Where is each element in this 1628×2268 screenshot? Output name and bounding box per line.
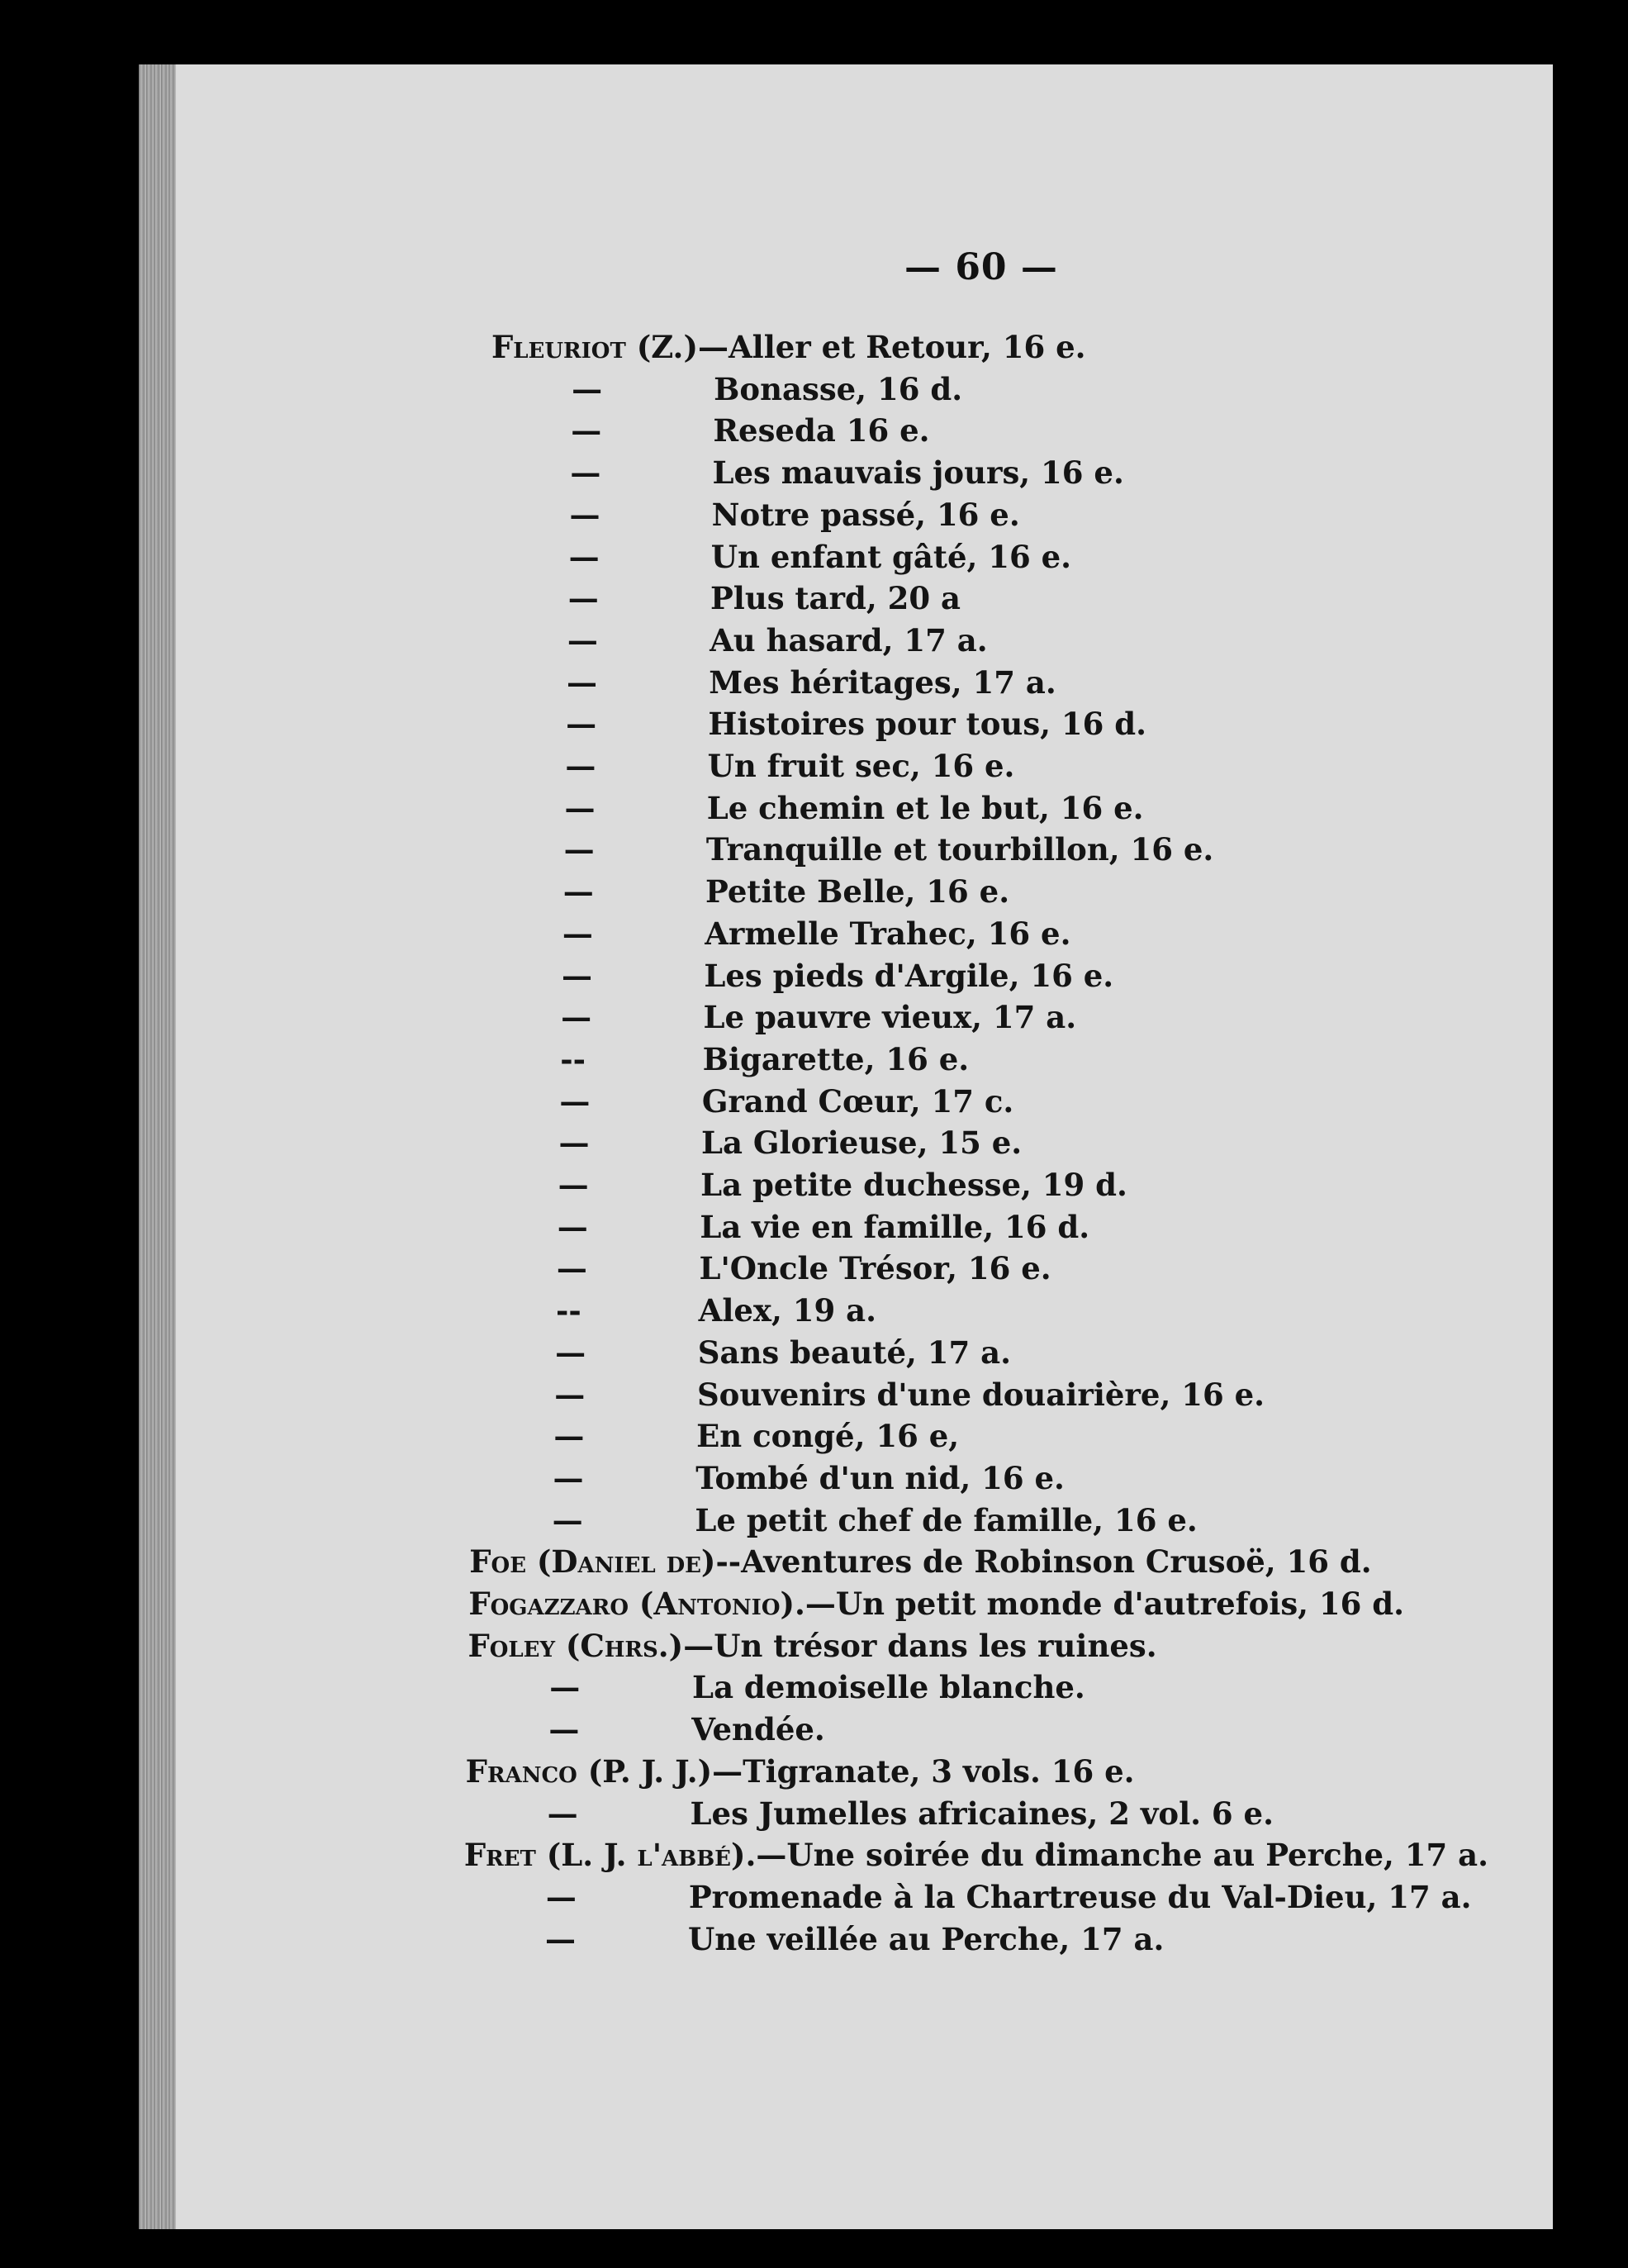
- ditto-dash: --: [560, 1040, 586, 1077]
- ditto-dash: —: [564, 789, 596, 826]
- book-title: Le chemin et le but, 16 e.: [706, 789, 1144, 826]
- ditto-dash: —: [568, 538, 600, 575]
- ditto-dash: —: [562, 873, 594, 911]
- book-title: Bonasse, 16 d.: [714, 370, 963, 407]
- book-title: Une veillée au Perche, 17 a.: [688, 1920, 1165, 1957]
- book-title: Souvenirs d'une douairière, 16 e.: [696, 1376, 1265, 1413]
- ditto-dash: —: [549, 1669, 581, 1706]
- ditto-dash: —: [558, 1124, 590, 1162]
- author-first-title: --Aventures de Robinson Crusoë, 16 d.: [715, 1543, 1372, 1581]
- ditto-dash: —: [555, 1334, 586, 1371]
- page-number: — 60 —: [904, 246, 1058, 288]
- book-title: Le petit chef de famille, 16 e.: [695, 1501, 1198, 1538]
- author-entry: [468, 1586, 1404, 1622]
- ditto-dash: —: [571, 412, 602, 449]
- ditto-dash: —: [545, 1878, 577, 1915]
- author-first-title: (Z.)—Aller et Retour, 16 e.: [625, 329, 1086, 365]
- ditto-dash: —: [558, 1167, 589, 1203]
- ditto-dash: —: [557, 1208, 588, 1245]
- ditto-dash: —: [563, 831, 595, 868]
- book-title: Bigarette, 16 e.: [702, 1040, 970, 1077]
- book-title: Un enfant gâté, 16 e.: [710, 538, 1072, 575]
- page-binding-edge: [139, 64, 176, 2229]
- author-first-title: —Un trésor dans les ruines.: [683, 1627, 1157, 1664]
- author-name: Fogazzaro (Antonio): [468, 1586, 795, 1622]
- book-title: Mes héritages, 17 a.: [709, 663, 1056, 701]
- ditto-dash: —: [548, 1711, 580, 1748]
- ditto-dash: —: [567, 663, 598, 701]
- book-title: Au hasard, 17 a.: [710, 621, 988, 659]
- book-title: Tranquille et tourbillon, 16 e.: [705, 831, 1214, 868]
- book-title: La Glorieuse, 15 e.: [701, 1124, 1023, 1162]
- author-name: Foe (Daniel de): [469, 1543, 716, 1581]
- book-title: Alex, 19 a.: [698, 1292, 876, 1329]
- ditto-dash: —: [562, 915, 593, 952]
- book-title: Promenade à la Chartreuse du Val-Dieu, 17 a.: [688, 1878, 1472, 1915]
- author-name: Franco: [465, 1752, 577, 1790]
- book-title: Tombé d'un nid, 16 e.: [695, 1459, 1065, 1496]
- book-title: Les mauvais jours, 16 e.: [712, 454, 1124, 492]
- book-title: Armelle Trahec, 16 e.: [705, 915, 1071, 952]
- book-title: La petite duchesse, 19 d.: [700, 1167, 1127, 1203]
- ditto-dash: —: [554, 1376, 586, 1413]
- author-entry: [464, 1837, 1488, 1873]
- ditto-dash: —: [565, 748, 596, 784]
- book-title: En congé, 16 e,: [696, 1418, 960, 1455]
- ditto-dash: —: [545, 1920, 576, 1957]
- ditto-dash: —: [569, 496, 600, 533]
- book-title: La demoiselle blanche.: [692, 1669, 1085, 1706]
- book-title: Plus tard, 20 a: [710, 580, 961, 617]
- author-first-title: .—Un petit monde d'autrefois, 16 d.: [794, 1586, 1405, 1622]
- ditto-dash: —: [559, 1082, 591, 1120]
- ditto-dash: --: [556, 1292, 581, 1329]
- ditto-dash: —: [572, 370, 603, 407]
- ditto-dash: —: [570, 454, 601, 492]
- book-title: Reseda 16 e.: [713, 412, 930, 449]
- ditto-dash: —: [561, 957, 592, 994]
- author-entry: [469, 1543, 1371, 1580]
- ditto-dash: —: [567, 580, 599, 617]
- ditto-dash: —: [552, 1501, 583, 1538]
- book-title: Histoires pour tous, 16 d.: [708, 706, 1147, 743]
- book-title: L'Oncle Trésor, 16 e.: [699, 1250, 1051, 1287]
- author-name: Foley (Chrs.): [468, 1627, 684, 1664]
- author-name: Fleuriot: [491, 329, 626, 365]
- book-title: Les Jumelles africaines, 2 vol. 6 e.: [690, 1795, 1274, 1832]
- author-entry: [491, 329, 1086, 365]
- author-first-title: .—Une soirée du dimanche au Perche, 17 a.: [745, 1837, 1489, 1874]
- book-title: Petite Belle, 16 e.: [705, 873, 1010, 911]
- author-name: Fret (L. J. l'abbé): [463, 1837, 746, 1874]
- book-title: Le pauvre vieux, 17 a.: [703, 999, 1077, 1036]
- ditto-dash: —: [556, 1250, 587, 1287]
- book-title: La vie en famille, 16 d.: [700, 1208, 1090, 1245]
- book-title: Notre passé, 16 e.: [711, 496, 1020, 533]
- ditto-dash: —: [567, 621, 598, 659]
- author-entry: [468, 1628, 1156, 1664]
- book-title: Sans beauté, 17 a.: [697, 1334, 1011, 1371]
- author-first-title: (P. J. J.)—Tigranate, 3 vols. 16 e.: [577, 1752, 1135, 1790]
- book-title: Un fruit sec, 16 e.: [707, 748, 1015, 784]
- book-title: Grand Cœur, 17 c.: [701, 1082, 1014, 1120]
- author-entry: [466, 1753, 1135, 1790]
- book-title: Les pieds d'Argile, 16 e.: [704, 957, 1114, 994]
- ditto-dash: —: [553, 1418, 585, 1455]
- ditto-dash: —: [561, 999, 592, 1036]
- ditto-dash: —: [553, 1459, 584, 1496]
- book-title: Vendée.: [691, 1711, 825, 1748]
- ditto-dash: —: [566, 706, 597, 743]
- ditto-dash: —: [547, 1795, 578, 1832]
